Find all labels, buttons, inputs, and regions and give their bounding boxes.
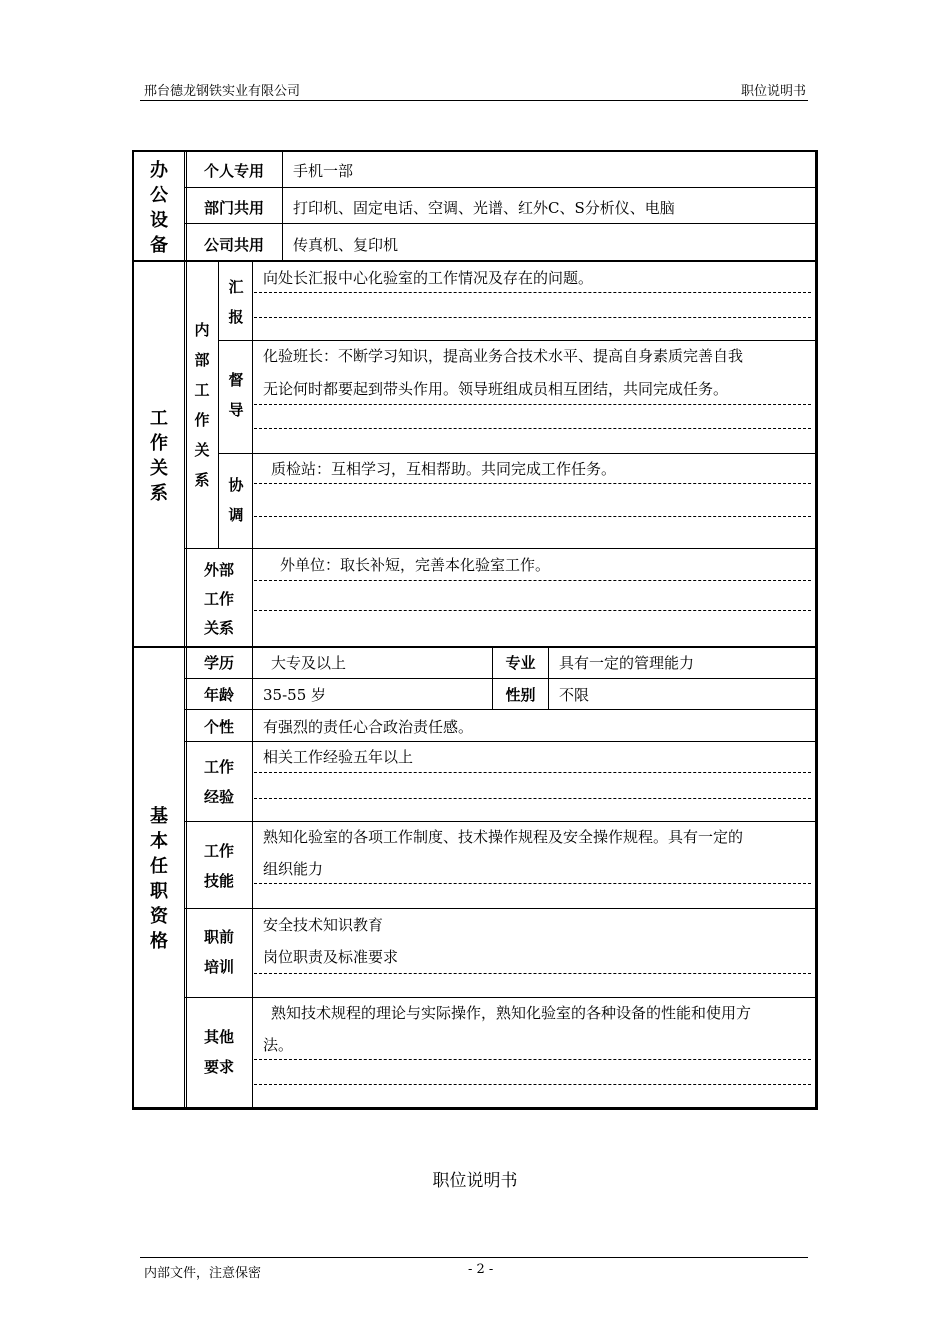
job-description-table xyxy=(132,150,818,1110)
gender-label: 性别 xyxy=(505,686,536,704)
equipment-label-department: 部门共用 xyxy=(203,199,264,217)
major-label: 专业 xyxy=(505,654,536,672)
supervise-label: 督导 xyxy=(228,371,244,419)
equipment-section-title: 办公设备 xyxy=(150,160,168,256)
coordinate-line-1: 质检站：互相学习，互相帮助。共同完成工作任务。 xyxy=(271,460,617,478)
supervise-line-1: 化验班长：不断学习知识，提高业务合技术水平、提高自身素质完善自我 xyxy=(263,347,744,365)
personality-value: 有强烈的责任心合政治责任感。 xyxy=(263,718,474,736)
education-value: 大专及以上 xyxy=(271,654,347,672)
age-value: 35-55 岁 xyxy=(263,686,327,704)
internal-relations-label: 内部工作关系 xyxy=(194,321,210,489)
other-line-2: 法。 xyxy=(263,1036,294,1054)
report-line-1: 向处长汇报中心化验室的工作情况及存在的问题。 xyxy=(263,269,594,287)
header-doc-type: 职位说明书 xyxy=(740,84,806,99)
other-label: 其他 要求 xyxy=(203,1028,234,1076)
header-company: 邢台德龙钢铁实业有限公司 xyxy=(144,84,301,99)
other-line-1: 熟知技术规程的理论与实际操作，熟知化验室的各种设备的性能和使用方 xyxy=(271,1004,752,1022)
equipment-value-company: 传真机、复印机 xyxy=(293,236,399,254)
header-divider xyxy=(140,100,808,101)
training-label: 职前 培训 xyxy=(203,928,234,976)
coordinate-label: 协调 xyxy=(228,476,244,524)
footer-note: 内部文件，注意保密 xyxy=(144,1266,262,1281)
skills-line-1: 熟知化验室的各项工作制度、技术操作规程及安全操作规程。具有一定的 xyxy=(263,828,744,846)
footer-divider xyxy=(140,1257,808,1258)
training-line-2: 岗位职责及标准要求 xyxy=(263,948,399,966)
education-label: 学历 xyxy=(203,654,234,672)
experience-label: 工作 经验 xyxy=(203,758,234,806)
equipment-label-company: 公司共用 xyxy=(203,236,264,254)
external-label: 外部 工作 关系 xyxy=(203,561,234,637)
relations-section-title: 工作关系 xyxy=(150,408,168,504)
external-line-1: 外单位：取长补短，完善本化验室工作。 xyxy=(280,556,551,574)
gender-value: 不限 xyxy=(559,686,590,704)
qualifications-section-title: 基本任职资格 xyxy=(150,806,168,952)
page-number: - 2 - xyxy=(468,1262,494,1277)
document-title: 职位说明书 xyxy=(432,1171,518,1191)
training-line-1: 安全技术知识教育 xyxy=(263,916,384,934)
personality-label: 个性 xyxy=(203,718,234,736)
experience-line-1: 相关工作经验五年以上 xyxy=(263,748,414,766)
equipment-label-personal: 个人专用 xyxy=(203,162,264,180)
skills-line-2: 组织能力 xyxy=(263,860,324,878)
age-label: 年龄 xyxy=(203,686,234,704)
equipment-value-department: 打印机、固定电话、空调、光谱、红外C、S分析仪、电脑 xyxy=(293,199,675,217)
equipment-value-personal: 手机一部 xyxy=(293,162,354,180)
major-value: 具有一定的管理能力 xyxy=(559,654,695,672)
supervise-line-2: 无论何时都要起到带头作用。领导班组成员相互团结，共同完成任务。 xyxy=(263,380,729,398)
report-label: 汇报 xyxy=(228,278,244,326)
skills-label: 工作 技能 xyxy=(203,842,234,890)
